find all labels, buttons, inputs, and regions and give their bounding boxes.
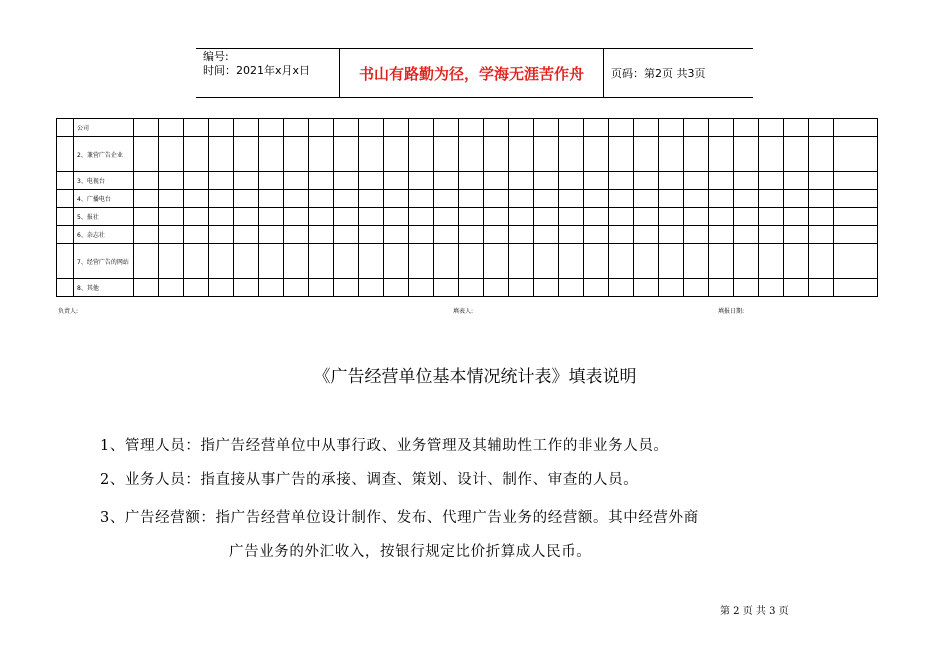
table-cell bbox=[57, 119, 74, 137]
table-cell bbox=[659, 137, 684, 172]
table-cell bbox=[159, 119, 184, 137]
table-cell bbox=[209, 119, 234, 137]
table-cell bbox=[809, 226, 834, 244]
table-cell bbox=[509, 244, 534, 279]
table-cell bbox=[734, 137, 759, 172]
table-cell bbox=[284, 208, 309, 226]
table-cell bbox=[234, 172, 259, 190]
table-row bbox=[57, 172, 878, 190]
table-cell bbox=[584, 119, 609, 137]
table-cell bbox=[759, 226, 784, 244]
table-cell bbox=[584, 172, 609, 190]
table-cell bbox=[759, 119, 784, 137]
table-cell bbox=[534, 208, 559, 226]
table-cell bbox=[359, 119, 384, 137]
table-cell bbox=[359, 279, 384, 297]
table-cell bbox=[334, 172, 359, 190]
table-cell bbox=[634, 172, 659, 190]
table-cell bbox=[684, 226, 709, 244]
table-cell bbox=[559, 172, 584, 190]
table-cell bbox=[259, 190, 284, 208]
table-cell bbox=[184, 119, 209, 137]
table-cell bbox=[609, 279, 634, 297]
table-cell bbox=[384, 172, 409, 190]
table-cell bbox=[484, 190, 509, 208]
table-cell bbox=[359, 137, 384, 172]
table-cell bbox=[759, 137, 784, 172]
table-row bbox=[57, 119, 878, 137]
row-label: 7、经营广告的网站 bbox=[74, 244, 134, 279]
table-cell bbox=[384, 208, 409, 226]
table-cell bbox=[434, 244, 459, 279]
table-cell bbox=[334, 244, 359, 279]
table-cell bbox=[834, 137, 878, 172]
table-row bbox=[57, 190, 878, 208]
table-cell bbox=[57, 208, 74, 226]
table-cell bbox=[759, 172, 784, 190]
table-cell bbox=[284, 226, 309, 244]
table-cell bbox=[559, 279, 584, 297]
table-row bbox=[57, 244, 878, 279]
table-cell bbox=[409, 172, 434, 190]
table-cell bbox=[459, 137, 484, 172]
table-cell bbox=[684, 244, 709, 279]
table-cell bbox=[409, 208, 434, 226]
table-cell bbox=[384, 190, 409, 208]
table-cell bbox=[309, 137, 334, 172]
table-cell bbox=[834, 119, 878, 137]
table-cell bbox=[534, 119, 559, 137]
table-cell bbox=[559, 244, 584, 279]
table-cell bbox=[459, 244, 484, 279]
table-cell bbox=[634, 137, 659, 172]
table-cell bbox=[559, 119, 584, 137]
table-cell bbox=[684, 137, 709, 172]
table-cell bbox=[57, 137, 74, 172]
table-cell bbox=[259, 226, 284, 244]
table-cell bbox=[159, 137, 184, 172]
table-cell bbox=[609, 208, 634, 226]
table-cell bbox=[359, 244, 384, 279]
table-cell bbox=[459, 208, 484, 226]
table-cell bbox=[384, 137, 409, 172]
table-cell bbox=[534, 226, 559, 244]
table-cell bbox=[334, 119, 359, 137]
table-cell bbox=[759, 244, 784, 279]
table-cell bbox=[534, 137, 559, 172]
table-row bbox=[57, 208, 878, 226]
table-cell bbox=[209, 172, 234, 190]
table-cell bbox=[559, 137, 584, 172]
table-cell bbox=[159, 244, 184, 279]
table-cell bbox=[634, 190, 659, 208]
table-cell bbox=[734, 172, 759, 190]
table-cell bbox=[609, 137, 634, 172]
table-cell bbox=[759, 279, 784, 297]
table-cell bbox=[584, 137, 609, 172]
table-cell bbox=[709, 226, 734, 244]
table-cell bbox=[509, 190, 534, 208]
table-cell bbox=[57, 279, 74, 297]
table-cell bbox=[534, 279, 559, 297]
instruction-item-1: 1、管理人员：指广告经营单位中从事行政、业务管理及其辅助性工作的非业务人员。 bbox=[100, 438, 669, 454]
row-label: 2、兼营广告企业 bbox=[74, 137, 134, 172]
table-cell bbox=[234, 137, 259, 172]
signature-fill-date: 填报日期: bbox=[718, 308, 745, 315]
table-cell bbox=[284, 137, 309, 172]
table-cell bbox=[659, 208, 684, 226]
page-footer: 第 2 页 共 3 页 bbox=[720, 606, 789, 617]
table-cell bbox=[184, 137, 209, 172]
table-cell bbox=[559, 190, 584, 208]
table-cell bbox=[209, 244, 234, 279]
table-cell bbox=[234, 244, 259, 279]
table-cell bbox=[684, 172, 709, 190]
table-cell bbox=[209, 137, 234, 172]
table-cell bbox=[659, 279, 684, 297]
table-cell bbox=[434, 137, 459, 172]
table-cell bbox=[334, 208, 359, 226]
table-cell bbox=[584, 244, 609, 279]
table-cell bbox=[734, 226, 759, 244]
table-cell bbox=[234, 208, 259, 226]
table-cell bbox=[384, 279, 409, 297]
table-cell bbox=[134, 119, 159, 137]
table-cell bbox=[434, 208, 459, 226]
table-cell bbox=[559, 208, 584, 226]
row-label: 3、电视台 bbox=[74, 172, 134, 190]
table-cell bbox=[409, 190, 434, 208]
row-label: 公司 bbox=[74, 119, 134, 137]
table-cell bbox=[209, 190, 234, 208]
table-cell bbox=[509, 226, 534, 244]
table-cell bbox=[509, 119, 534, 137]
table-cell bbox=[309, 208, 334, 226]
document-header bbox=[196, 48, 753, 98]
table-cell bbox=[159, 226, 184, 244]
table-cell bbox=[809, 279, 834, 297]
table-cell bbox=[734, 208, 759, 226]
table-cell bbox=[459, 119, 484, 137]
table-cell bbox=[784, 190, 809, 208]
table-cell bbox=[309, 244, 334, 279]
table-cell bbox=[284, 279, 309, 297]
table-cell bbox=[784, 226, 809, 244]
table-cell bbox=[484, 137, 509, 172]
table-cell bbox=[584, 190, 609, 208]
table-cell bbox=[609, 226, 634, 244]
instruction-item-2: 2、业务人员：指直接从事广告的承接、调查、策划、设计、制作、审查的人员。 bbox=[100, 472, 639, 488]
table-cell bbox=[484, 172, 509, 190]
table-cell bbox=[284, 244, 309, 279]
table-cell bbox=[609, 119, 634, 137]
table-cell bbox=[484, 208, 509, 226]
table-cell bbox=[709, 279, 734, 297]
table-cell bbox=[509, 172, 534, 190]
table-cell bbox=[784, 279, 809, 297]
instruction-item-3-continued: 广告业务的外汇收入，按银行规定比价折算成人民币。 bbox=[229, 544, 592, 560]
table-cell bbox=[234, 190, 259, 208]
document-time: 时间：2021年x月x日 bbox=[203, 64, 311, 77]
table-cell bbox=[709, 244, 734, 279]
table-cell bbox=[184, 226, 209, 244]
table-row bbox=[57, 226, 878, 244]
table-cell bbox=[459, 172, 484, 190]
header-motto: 书山有路勤为径，学海无涯苦作舟 bbox=[339, 49, 604, 97]
table-cell bbox=[609, 244, 634, 279]
table-cell bbox=[759, 208, 784, 226]
table-cell bbox=[459, 226, 484, 244]
table-cell bbox=[634, 208, 659, 226]
table-cell bbox=[284, 172, 309, 190]
table-cell bbox=[334, 137, 359, 172]
table-cell bbox=[434, 279, 459, 297]
table-cell bbox=[509, 279, 534, 297]
table-cell bbox=[134, 172, 159, 190]
table-cell bbox=[309, 226, 334, 244]
table-cell bbox=[384, 244, 409, 279]
table-cell bbox=[584, 208, 609, 226]
table-cell bbox=[659, 226, 684, 244]
table-cell bbox=[684, 208, 709, 226]
table-cell bbox=[184, 244, 209, 279]
table-cell bbox=[459, 190, 484, 208]
table-cell bbox=[634, 279, 659, 297]
table-cell bbox=[609, 190, 634, 208]
table-cell bbox=[409, 119, 434, 137]
table-cell bbox=[209, 226, 234, 244]
table-cell bbox=[159, 190, 184, 208]
table-cell bbox=[784, 208, 809, 226]
table-cell bbox=[234, 279, 259, 297]
table-cell bbox=[259, 244, 284, 279]
table-cell bbox=[484, 119, 509, 137]
table-cell bbox=[259, 137, 284, 172]
table-cell bbox=[409, 226, 434, 244]
table-cell bbox=[184, 208, 209, 226]
header-page-code: 页码：第2页 共3页 bbox=[611, 67, 706, 80]
table-cell bbox=[634, 244, 659, 279]
table-cell bbox=[659, 244, 684, 279]
header-meta bbox=[196, 49, 339, 97]
table-cell bbox=[359, 190, 384, 208]
table-cell bbox=[809, 244, 834, 279]
table-cell bbox=[259, 279, 284, 297]
table-cell bbox=[409, 137, 434, 172]
table-cell bbox=[784, 137, 809, 172]
table-row bbox=[57, 137, 878, 172]
table-cell bbox=[57, 244, 74, 279]
table-cell bbox=[584, 226, 609, 244]
table-row bbox=[57, 279, 878, 297]
table-cell bbox=[684, 279, 709, 297]
table-cell bbox=[309, 190, 334, 208]
table-cell bbox=[809, 137, 834, 172]
table-cell bbox=[334, 190, 359, 208]
row-label: 6、杂志社 bbox=[74, 226, 134, 244]
table-cell bbox=[434, 172, 459, 190]
table-cell bbox=[459, 279, 484, 297]
table-cell bbox=[184, 279, 209, 297]
table-cell bbox=[734, 190, 759, 208]
table-cell bbox=[684, 119, 709, 137]
table-cell bbox=[534, 190, 559, 208]
table-cell bbox=[359, 172, 384, 190]
table-cell bbox=[834, 190, 878, 208]
table-cell bbox=[809, 172, 834, 190]
table-cell bbox=[134, 226, 159, 244]
table-cell bbox=[759, 190, 784, 208]
table-cell bbox=[57, 172, 74, 190]
table-cell bbox=[534, 244, 559, 279]
table-cell bbox=[609, 172, 634, 190]
table-cell bbox=[584, 279, 609, 297]
table-cell bbox=[659, 190, 684, 208]
table-cell bbox=[484, 226, 509, 244]
table-cell bbox=[159, 208, 184, 226]
row-label: 8、其他 bbox=[74, 279, 134, 297]
table-cell bbox=[409, 279, 434, 297]
table-cell bbox=[259, 119, 284, 137]
table-cell bbox=[57, 190, 74, 208]
table-cell bbox=[284, 190, 309, 208]
table-cell bbox=[834, 208, 878, 226]
table-cell bbox=[809, 119, 834, 137]
table-cell bbox=[834, 279, 878, 297]
signature-filler: 填表人: bbox=[453, 308, 474, 315]
table-cell bbox=[309, 172, 334, 190]
table-cell bbox=[134, 244, 159, 279]
row-label: 4、广播电台 bbox=[74, 190, 134, 208]
table-cell bbox=[809, 208, 834, 226]
table-cell bbox=[834, 244, 878, 279]
table-cell bbox=[384, 226, 409, 244]
instruction-item-3: 3、广告经营额：指广告经营单位设计制作、发布、代理广告业务的经营额。其中经营外商 bbox=[100, 510, 699, 526]
table-cell bbox=[359, 226, 384, 244]
table-cell bbox=[309, 279, 334, 297]
table-cell bbox=[359, 208, 384, 226]
table-cell bbox=[434, 226, 459, 244]
table-cell bbox=[834, 172, 878, 190]
table-cell bbox=[384, 119, 409, 137]
table-cell bbox=[184, 172, 209, 190]
table-cell bbox=[484, 244, 509, 279]
table-cell bbox=[709, 137, 734, 172]
table-cell bbox=[259, 208, 284, 226]
table-cell bbox=[784, 119, 809, 137]
table-cell bbox=[159, 279, 184, 297]
table-cell bbox=[409, 244, 434, 279]
table-cell bbox=[709, 119, 734, 137]
table-cell bbox=[209, 279, 234, 297]
table-cell bbox=[709, 208, 734, 226]
table-cell bbox=[734, 119, 759, 137]
table-cell bbox=[509, 208, 534, 226]
table-cell bbox=[634, 119, 659, 137]
table-cell bbox=[784, 244, 809, 279]
table-cell bbox=[559, 226, 584, 244]
signature-person-in-charge: 负责人: bbox=[58, 308, 79, 315]
table-cell bbox=[234, 119, 259, 137]
table-cell bbox=[234, 226, 259, 244]
table-cell bbox=[534, 172, 559, 190]
table-cell bbox=[659, 172, 684, 190]
instructions-title: 《广告经营单位基本情况统计表》填表说明 bbox=[313, 367, 637, 387]
table-cell bbox=[484, 279, 509, 297]
statistics-table bbox=[56, 118, 878, 297]
table-cell bbox=[434, 119, 459, 137]
table-cell bbox=[509, 137, 534, 172]
document-number: 编号: bbox=[203, 50, 229, 63]
table-cell bbox=[709, 190, 734, 208]
table-cell bbox=[184, 190, 209, 208]
table-cell bbox=[659, 119, 684, 137]
row-label: 5、报社 bbox=[74, 208, 134, 226]
table-cell bbox=[809, 190, 834, 208]
table-cell bbox=[284, 119, 309, 137]
table-cell bbox=[159, 172, 184, 190]
table-cell bbox=[134, 137, 159, 172]
table-cell bbox=[134, 208, 159, 226]
table-cell bbox=[634, 226, 659, 244]
table-cell bbox=[434, 190, 459, 208]
table-cell bbox=[734, 244, 759, 279]
table-cell bbox=[334, 279, 359, 297]
table-cell bbox=[734, 279, 759, 297]
table-cell bbox=[709, 172, 734, 190]
table-cell bbox=[259, 172, 284, 190]
table-cell bbox=[334, 226, 359, 244]
table-cell bbox=[134, 279, 159, 297]
table-cell bbox=[834, 226, 878, 244]
table-cell bbox=[134, 190, 159, 208]
table-cell bbox=[309, 119, 334, 137]
table-cell bbox=[209, 208, 234, 226]
table-cell bbox=[684, 190, 709, 208]
table-cell bbox=[57, 226, 74, 244]
table-cell bbox=[784, 172, 809, 190]
